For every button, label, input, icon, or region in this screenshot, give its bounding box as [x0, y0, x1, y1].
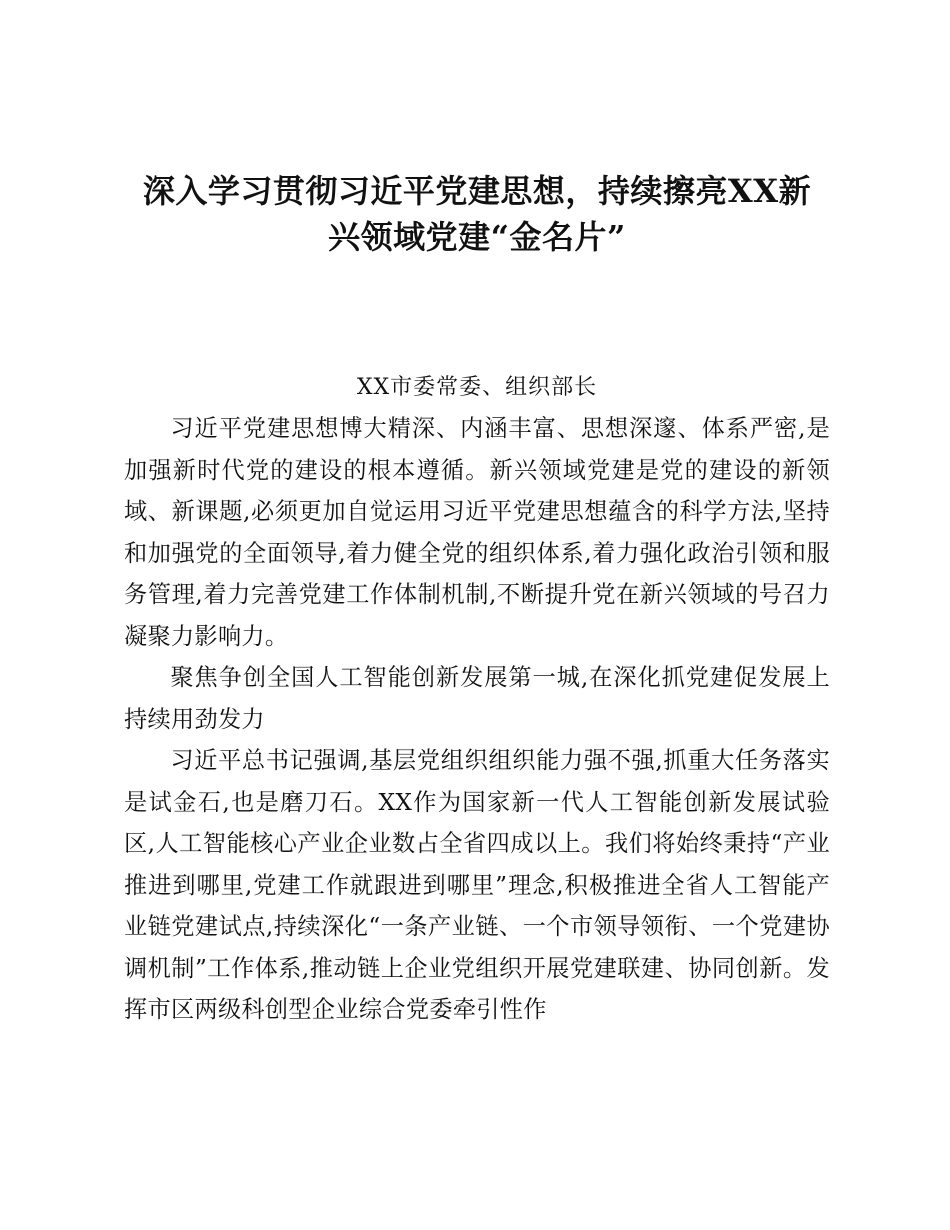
- document-title-line-2: 兴领域党建“金名片”: [328, 218, 626, 256]
- document-author: XX市委常委、组织部长: [356, 375, 598, 400]
- paragraph-body: 习近平总书记强调,基层党组织组织能力强不强,抓重大任务落实是试金石,也是磨刀石。XX作为国家新一代人工智能创新发展试验区,人工智能核心产业企业数占全省四成以上。我们将始终秉持“产业推进到哪里,党建工作就跟进到哪里”理念,积极推进全省人工智能产业链党建试点,持续深化“一条产业链、一个市领导领衔、一个党建协调机制”工作体系,推动链上企业党组织开展党建联建、协同创新。发挥市区两级科创型企业综合党委牵引性作: [124, 747, 830, 1023]
- document-page: [124, 168, 830, 1031]
- paragraph-intro: 习近平党建思想博大精深、内涵丰富、思想深邃、体系严密,是加强新时代党的建设的根本遵循。新兴领域党建是党的建设的新领域、新课题,必须更加自觉运用习近平党建思想蕴含的科学方法,坚持和加强党的全面领导,着力健全党的组织体系,着力强化政治引领和服务管理,着力完善党建工作体制机制,不断提升党在新兴领域的号召力凝聚力影响力。: [124, 415, 830, 650]
- document-title-line-1: 深入学习贯彻习近平党建思想，持续擦亮XX新: [142, 172, 812, 210]
- section-heading: 聚焦争创全国人工智能创新发展第一城,在深化抓党建促发展上持续用劲发力: [124, 664, 830, 733]
- document-title: [124, 168, 830, 260]
